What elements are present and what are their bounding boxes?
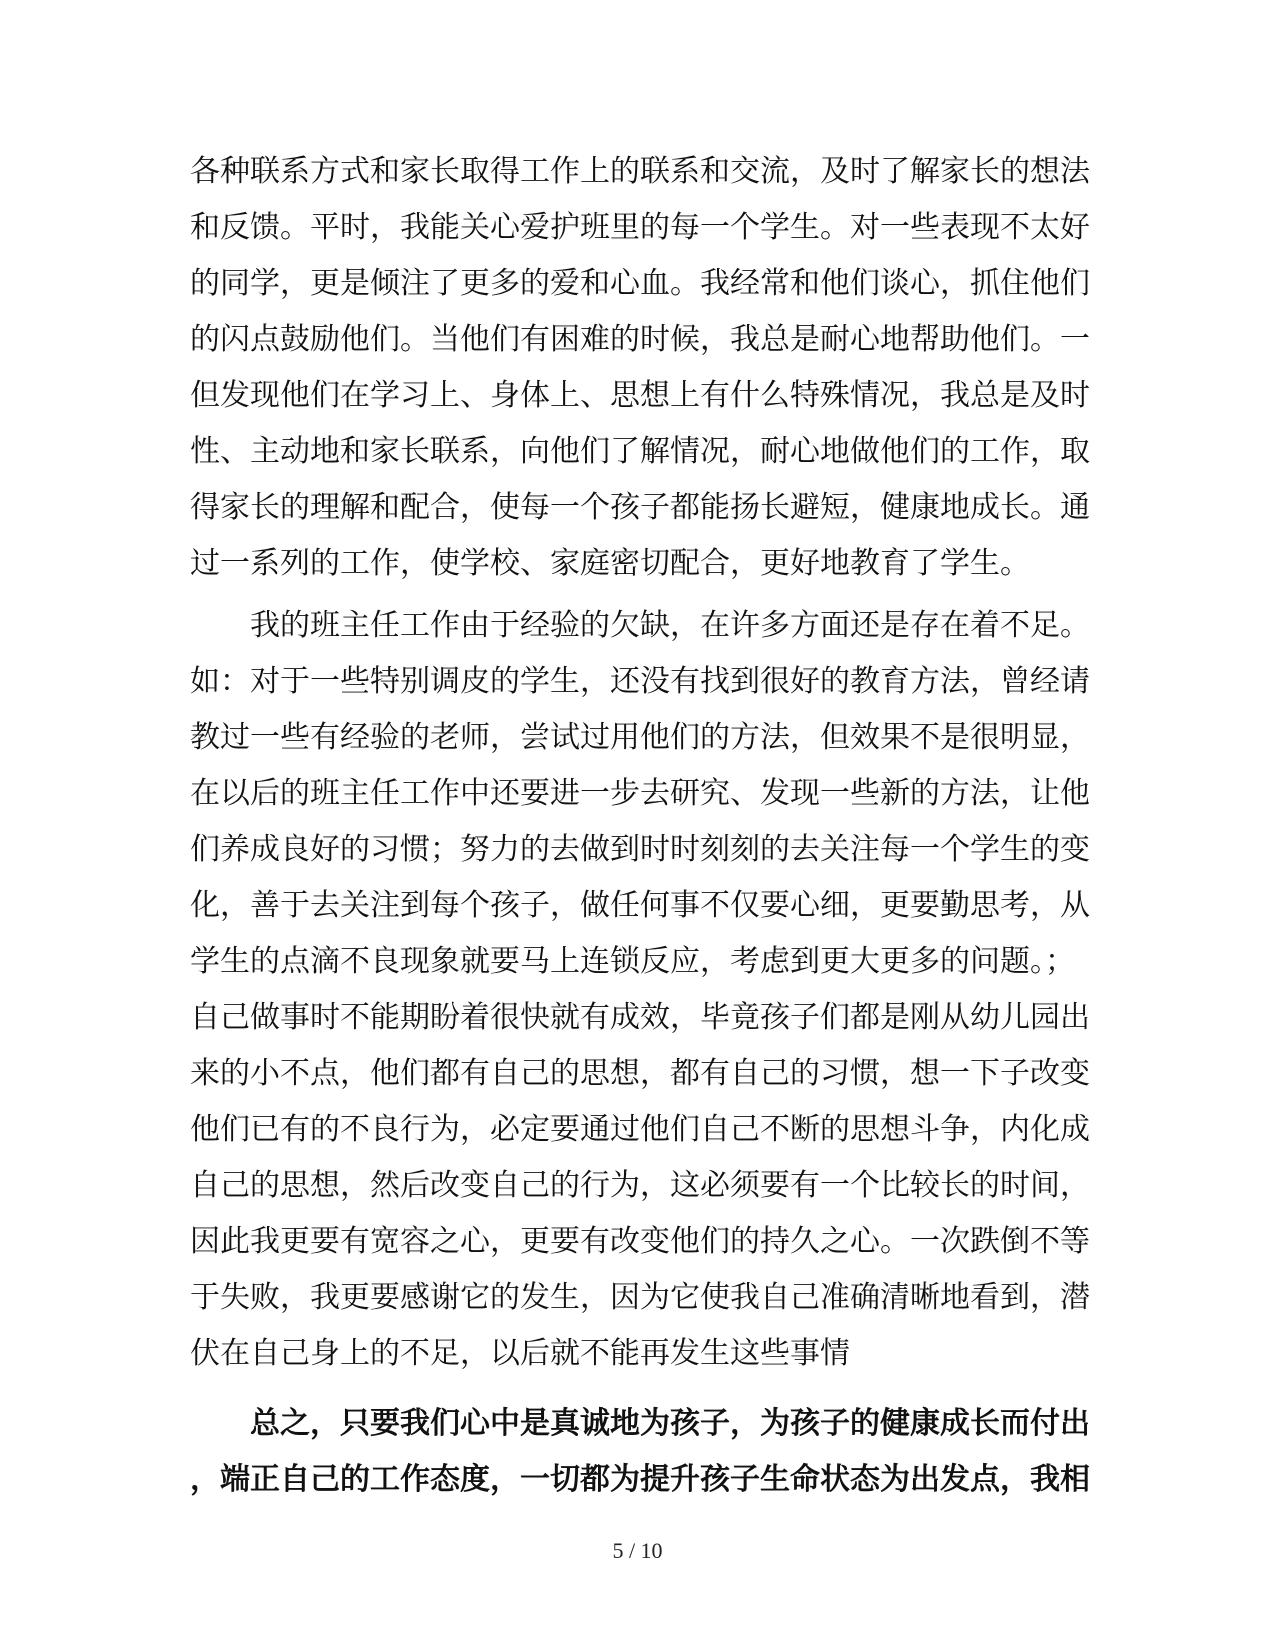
paragraph-line: 化，善于去关注到每个孩子，做任何事不仅要心细，更要勤思考，从 xyxy=(190,888,1090,923)
paragraph-line: 于失败，我更要感谢它的发生，因为它使我自己准确清晰地看到，潜 xyxy=(190,1280,1090,1315)
paragraph-line: 总之，只要我们心中是真诚地为孩子，为孩子的健康成长而付出 xyxy=(250,1406,1090,1441)
paragraph-line: 伏在自己身上的不足，以后就不能再发生这些事情 xyxy=(190,1336,850,1371)
paragraph-line: 因此我更要有宽容之心，更要有改变他们的持久之心。一次跌倒不等 xyxy=(190,1224,1090,1259)
paragraph-line: 的闪点鼓励他们。当他们有困难的时候，我总是耐心地帮助他们。一 xyxy=(190,322,1090,357)
paragraph-line: 在以后的班主任工作中还要进一步去研究、发现一些新的方法，让他 xyxy=(190,776,1090,811)
paragraph-2 xyxy=(190,598,1090,1382)
paragraph-line: 来的小不点，他们都有自己的思想，都有自己的习惯，想一下子改变 xyxy=(190,1056,1090,1091)
paragraph-line: 我的班主任工作由于经验的欠缺，在许多方面还是存在着不足。 xyxy=(250,608,1090,643)
paragraph-line: 他们已有的不良行为，必定要通过他们自己不断的思想斗争，内化成 xyxy=(190,1112,1090,1147)
page-number: 5 / 10 xyxy=(612,1538,663,1563)
paragraph-line: 各种联系方式和家长取得工作上的联系和交流，及时了解家长的想法 xyxy=(190,154,1090,189)
paragraph-line: 教过一些有经验的老师，尝试过用他们的方法，但效果不是很明显， xyxy=(190,720,1090,755)
paragraph-line: 如：对于一些特别调皮的学生，还没有找到很好的教育方法，曾经请 xyxy=(190,664,1090,699)
paragraph-line: 学生的点滴不良现象就要马上连锁反应，考虑到更大更多的问题。； xyxy=(190,944,1075,979)
paragraph-line: ，端正自己的工作态度，一切都为提升孩子生命状态为出发点，我相 xyxy=(190,1462,1090,1497)
paragraph-line: 得家长的理解和配合，使每一个孩子都能扬长避短，健康地成长。通 xyxy=(190,490,1090,525)
paragraph-line: 们养成良好的习惯；努力的去做到时时刻刻的去关注每一个学生的变 xyxy=(190,832,1090,867)
paragraph-3-conclusion xyxy=(190,1396,1090,1508)
paragraph-line: 的同学，更是倾注了更多的爱和心血。我经常和他们谈心，抓住他们 xyxy=(190,266,1090,301)
paragraph-line: 自己的思想，然后改变自己的行为，这必须要有一个比较长的时间， xyxy=(190,1168,1090,1203)
paragraph-line: 自己做事时不能期盼着很快就有成效，毕竟孩子们都是刚从幼儿园出 xyxy=(190,1000,1090,1035)
paragraph-line: 性、主动地和家长联系，向他们了解情况，耐心地做他们的工作，取 xyxy=(190,434,1090,469)
paragraph-line: 过一系列的工作，使学校、家庭密切配合，更好地教育了学生。 xyxy=(190,546,1030,581)
paragraph-line: 但发现他们在学习上、身体上、思想上有什么特殊情况，我总是及时 xyxy=(190,378,1090,413)
paragraph-line: 和反馈。平时，我能关心爱护班里的每一个学生。对一些表现不太好 xyxy=(190,210,1090,245)
paragraph-1 xyxy=(190,144,1090,592)
